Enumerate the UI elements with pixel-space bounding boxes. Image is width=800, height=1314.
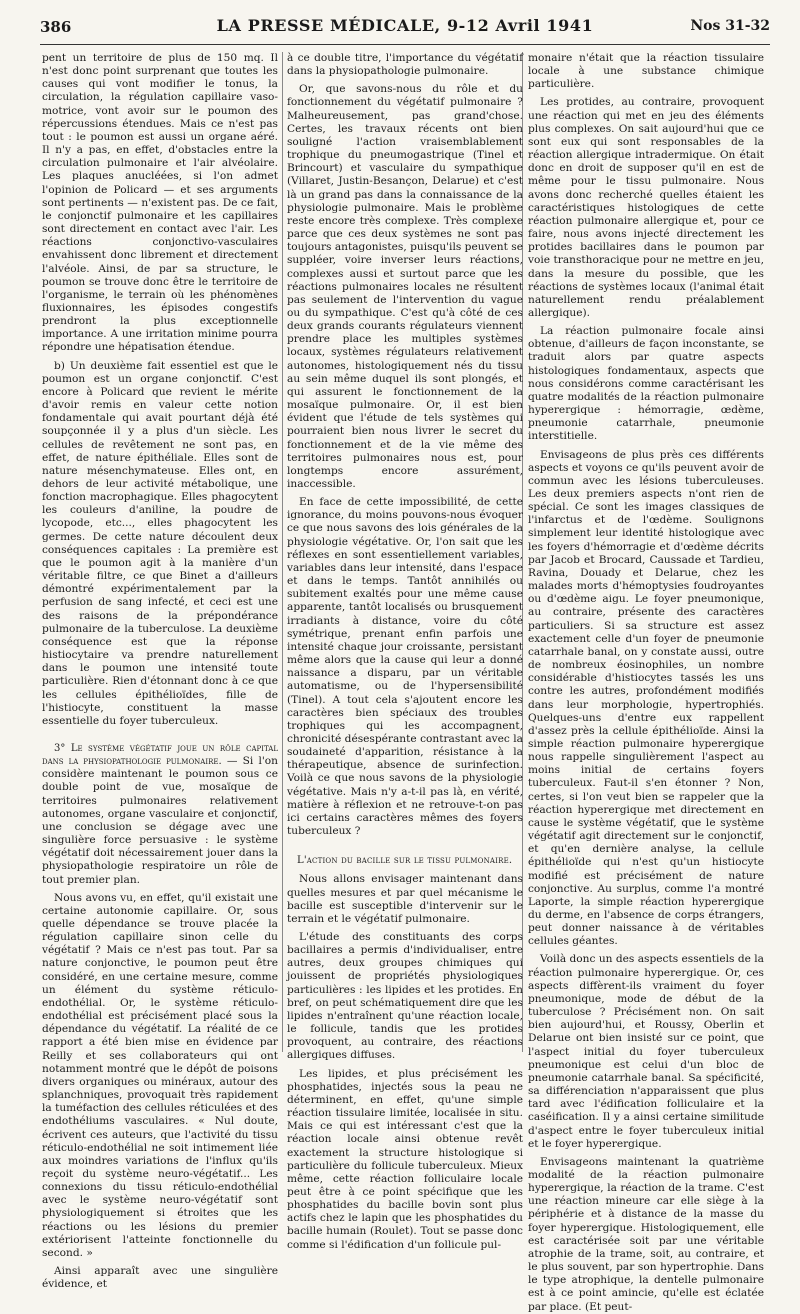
paragraph: Envisageons maintenant la quatrième modalité de la réaction pulmonaire hyperergique, la réaction de la trame. C'est une réaction mineure car elle siège à la périphérie et à distance de la masse du foyer hyperergique. Histologiquement, elle est caractérisée soit par une véritable atrophie de la trame, soit, au contraire, et le plus souvent, par son hypertrophie. Dans le type atrophique, la dentelle pulmonaire est à ce point amincie, qu'elle est éclatée par place. (Et peut- xyxy=(528,1155,764,1313)
paragraph: L'étude des constituants des corps bacillaires a permis d'individualiser, entre autres, deux groupes chimiques qui jouissent de propriétés physiologiques particulières : les lipides et les protides. En bref, on peut schématiquement dire que les lipides n'entraînent qu'une réaction locale, le follicule, tandis que les protides provoquent, au contraire, des réactions allergiques diffuses. xyxy=(287,931,523,1062)
page-number: 386 xyxy=(40,18,72,36)
journal-title: LA PRESSE MÉDICALE, 9-12 Avril 1941 xyxy=(216,16,594,35)
paragraph: monaire n'était que la réaction tissulaire locale à une substance chimique particulière. xyxy=(528,52,764,91)
section-heading: 3° Le système végétatif joue un rôle capital dans la physiopathologie pulmonaire. xyxy=(42,742,278,768)
paragraph: à ce double titre, l'importance du végétatif dans la physiopathologie pulmonaire. xyxy=(287,52,523,78)
issue-number: Nos 31-32 xyxy=(690,18,770,34)
header-rule xyxy=(40,44,770,45)
paragraph: La réaction pulmonaire focale ainsi obtenue, d'ailleurs de façon inconstante, se traduit alors par quatre aspects histologiques fondamentaux, aspects que nous considérons comme caractérisant les quatre modalités de la réaction pulmonaire hyperergique : hémorragie, œdème, pneumonie catarrhale, pneumonie interstitielle. xyxy=(528,325,764,443)
page-header xyxy=(40,16,770,42)
paragraph: b) Un deuxième fait essentiel est que le poumon est un organe conjonctif. C'est encore à Policard que revient le mérite d'avoir remis en valeur cette notion fondamentale qui avait pourtant déjà été soupçonnée il y a plus d'un siècle. Les cellules de revêtement ne sont pas, en effet, de nature épithéliale. Elles sont de nature mésenchymateuse. Elles ont, en dehors de leur activité métabolique, une fonction macrophagique. Elles phagocytent les couleurs d'aniline, la poudre de lycopode, etc..., elles phagocytent les germes. De cette nature découlent deux conséquences capitales : La première est que le poumon agit à la manière d'un véritable filtre, ce que Binet a d'ailleurs démontré expérimentalement par la perfusion de sang infecté, et ceci est une des raisons de la prépondérance pulmonaire de la tuberculose. La deuxième conséquence est que la réponse histiocytaire va prendre naturellement dans le poumon une intensité toute particulière. Rien d'étonnant donc à ce que les cellules épithélioïdes, fille de l'histiocyte, constituent la masse essentielle du foyer tuberculeux. xyxy=(42,359,278,727)
paragraph: Nous avons vu, en effet, qu'il existait une certaine autonomie capillaire. Or, sous quelle dépendance se trouve placée la régulation capillaire sinon celle du végétatif ? Mais ce n'est pas tout. Par sa nature conjonctive, le poumon peut être considéré, en une certaine mesure, comme un élément du système réticulo-endothélial. Or, le système réticulo-endothélial est précisément placé sous la dépendance du végétatif. La réalité de ce rapport a été bien mise en évidence par Reilly et ses collaborateurs qui ont notamment montré que le dépôt de poisons divers organiques ou minéraux, autour des splanchniques, provoquait très rapidement la tuméfaction des cellules réticulées et des endothéliums vasculaires. « Nul doute, écrivent ces auteurs, que l'activité du tissu réticulo-endothélial ne soit intimement liée aux moindres variations de l'influx qu'ils reçoit du système neuro-végétatif... Les connexions du tissu réticulo-endothélial avec le système neuro-végétatif sont physiologiquement si étroites que les réactions ou les lésions du premier extériorisent l'atteinte fonctionnelle du second. » xyxy=(42,891,278,1259)
paragraph: Les lipides, et plus précisément les phosphatides, injectés sous la peau ne déterminent, en effet, qu'une simple réaction tissulaire limitée, localisée in situ. Mais ce qui est intéressant c'est que la réaction locale ainsi obtenue revêt exactement la structure histologique si particulière du follicule tuberculeux. Mieux même, cette réaction folliculaire locale peut être à ce point spécifique que les phosphatides du bacille bovin sont plus actifs chez le lapin que les phosphatides du bacille humain (Roulet). Tout se passe donc comme si l'édification d'un follicule pul- xyxy=(287,1067,523,1251)
column-3 xyxy=(528,52,764,1313)
column-divider-1 xyxy=(282,52,283,1052)
paragraph: En face de cette impossibilité, de cette ignorance, du moins pouvons-nous évoquer ce que nous savons des lois générales de la physiologie végétative. Or, l'on sait que les réflexes en sont essentiellement variables, variables dans leur intensité, dans l'espace et dans le temps. Tantôt annihilés ou subitement exaltés pour une même cause apparente, tantôt localisés ou brusquement irradiants à distance, voire du côté symétrique, prenant enfin parfois une intensité chaque jour croissante, persistant même alors que la cause qui leur a donné naissance a disparu, par un véritable automatisme, ou de l'hypersensibilité (Tinel). A tout cela s'ajoutent encore les caractères bien spéciaux des troubles trophiques qui les accompagnent, chronicité désespérante contrastant avec la soudaineté d'apparition, résistance à la thérapeutique, absence de surinfection. Voilà ce que nous savons de la physiologie végétative. Mais n'y a-t-il pas là, en vérité, matière à réflexion et ne retrouve-t-on pas ici certains caractères mêmes des foyers tuberculeux ? xyxy=(287,496,523,838)
paragraph: Or, que savons-nous du rôle et du fonctionnement du végétatif pulmonaire ? Malheureusement, pas grand'chose. Certes, les travaux récents ont bien souligné l'action vraisemblablement trophique du pneumogastrique (Tinel et Brincourt) et vasculaire du sympathique (Villaret, Justin-Besançon, Delarue) et c'est là un grand pas dans la connaissance de la physiologie pulmonaire. Mais le problème reste encore très complexe. Très complexe parce que ces deux systèmes ne sont pas toujours antagonistes, puisqu'ils peuvent se suppléer, voire inverser leurs réactions, complexes aussi et surtout parce que les réactions pulmonaires locales ne résultent pas seulement de l'intervention du vague ou du sympathique. C'est qu'à côté de ces deux grands courants régulateurs viennent prendre place les multiples systèmes locaux, systèmes régulateurs relativement autonomes, histologiquement nés du tissu au sein même duquel ils sont plongés, et qui assurent le fonctionnement de la mosaïque pulmonaire. Or, il est bien évident que l'étude de tels systèmes qui pourraient bien nous livrer le secret du fonctionnement et de la vie même des territoires pulmonaires nous est, pour longtemps encore assurément, inaccessible. xyxy=(287,83,523,490)
paragraph: Nous allons envisager maintenant dans quelles mesures et par quel mécanisme le bacille est susceptible d'intervenir sur le terrain et le végétatif pulmonaire. xyxy=(287,873,523,925)
paragraph: Les protides, au contraire, provoquent une réaction qui met en jeu des éléments plus complexes. On sait aujourd'hui que ce sont eux qui sont responsables de la réaction allergique intradermique. On était donc en droit de supposer qu'il en est de même pour le tissu pulmonaire. Nous avons donc recherché quelles étaient les caractéristiques histologiques de cette réaction pulmonaire allergique et, pour ce faire, nous avons injecté directement les protides bacillaires dans le poumon par voie transthoracique pour ne mettre en jeu, dans la mesure du possible, que les réactions de systèmes locaux (l'animal était naturellement rendu préalablement allergique). xyxy=(528,96,764,319)
column-2 xyxy=(287,52,523,1251)
section-paragraph xyxy=(42,742,278,887)
paragraph: Ainsi apparaît avec une singulière évidence, et xyxy=(42,1265,278,1291)
paragraph: pent un territoire de plus de 150 mq. Il n'est donc point surprenant que toutes les causes qui vont modifier le tonus, la circulation, la régulation capillaire vaso-motrice, vont avoir sur le poumon des répercussions étendues. Mais ce n'est pas tout : le poumon est aussi un organe aéré. Il n'y a pas, en effet, d'obstacles entre la circulation pulmonaire et l'air alvéolaire. Les plaques anucléées, si l'on admet l'opinion de Policard — et ses arguments sont pertinents — n'existent pas. De ce fait, le conjonctif pulmonaire et les capillaires sont directement en contact avec l'air. Les réactions conjonctivo-vasculaires envahissent donc librement et directement l'alvéole. Ainsi, de par sa structure, le poumon se trouve donc être le territoire de l'organisme, le terrain où les phénomènes fluxionnaires, les épisodes congestifs prendront la plus exceptionnelle importance. A une irritation minime pourra répondre une hépatisation étendue. xyxy=(42,52,278,354)
subsection-heading: L'action du bacille sur le tissu pulmonaire. xyxy=(297,855,513,867)
section-text: — Si l'on considère maintenant le poumon sous ce double point de vue, mosaïque de territoires pulmonaires relativement autonomes, organe vasculaire et conjonctif, une conclusion se dégage avec une singulière force persuasive : le système végétatif doit nécessairement jouer dans la physiopathologie respiratoire un rôle de tout premier plan. xyxy=(42,755,278,886)
paragraph: Envisageons de plus près ces différents aspects et voyons ce qu'ils peuvent avoir de commun avec les lésions tuberculeuses. Les deux premiers aspects n'ont rien de spécial. Ce sont les images classiques de l'infarctus et de l'œdème. Soulignons simplement leur identité histologique avec les foyers d'hémorragie et d'œdème décrits par Jacob et Brocard, Caussade et Tardieu, Ravina, Douady et Delarue, chez les malades morts d'hémoptysies foudroyantes ou d'œdème aigu. Le foyer pneumonique, au contraire, présente des caractères particuliers. Si sa structure est assez exactement celle d'un foyer de pneumonie catarrhale banal, on y constate aussi, outre de nombreux éosinophiles, un nombre considérable d'histiocytes tassés les uns contre les autres, profondément modifiés dans leur morphologie, hypertrophiés. Quelques-uns d'entre eux rappellent d'assez près la cellule épithélioïde. Ainsi la simple réaction pulmonaire hyperergique nous rappelle singulièrement l'aspect au moins initial de certains foyers tuberculeux. Faut-il s'en étonner ? Non, certes, si l'on veut bien se rappeler que la réaction hyperergique met directement en cause le système végétatif, que le système végétatif agit directement sur le conjonctif, et qu'en dernière analyse, la cellule épithélioïde qui n'est qu'un histiocyte modifié est précisément de nature conjonctive. Au surplus, comme l'a montré Laporte, la simple réaction hyperergique du derme, en l'absence de corps étrangers, peut donner naissance à de véritables cellules géantes. xyxy=(528,448,764,948)
column-1 xyxy=(42,52,278,1291)
paragraph: Voilà donc un des aspects essentiels de la réaction pulmonaire hyperergique. Or, ces aspects diffèrent-ils vraiment du foyer pneumonique, mode de début de la tuberculose ? Précisément non. On sait bien aujourd'hui, et Roussy, Oberlin et Delarue ont bien insisté sur ce point, que l'aspect initial du foyer tuberculeux pneumonique est celui d'un bloc de pneumonie catarrhale banal. Sa spécificité, sa différenciation n'apparaissent que plus tard avec l'édification folliculaire et la caséification. Il y a ainsi certaine similitude d'aspect entre le foyer tuberculeux initial et le foyer hyperergique. xyxy=(528,953,764,1150)
